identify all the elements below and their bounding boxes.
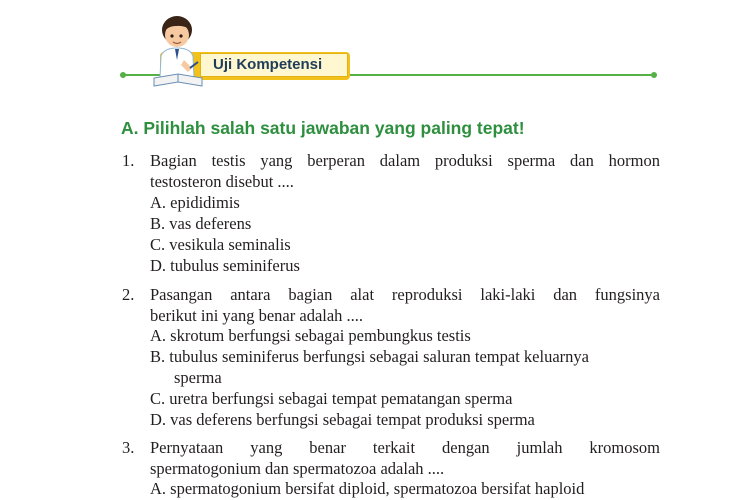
question-text-line: Pasangan antara bagian alat reproduksi laki-laki dan fungsinya <box>150 285 660 304</box>
option-b: B. tubulus seminiferus berfungsi sebagai saluran tempat keluarnya <box>150 347 589 366</box>
question-text-line: Bagian testis yang berperan dalam produksi sperma dan hormon <box>150 151 660 170</box>
option-a: A. skrotum berfungsi sebagai pembungkus testis <box>150 326 471 345</box>
option-b-continuation: sperma <box>174 368 222 387</box>
header-rule-left-dot <box>120 72 126 78</box>
option-d: D. tubulus seminiferus <box>150 256 300 275</box>
question-number: 3. <box>122 438 135 457</box>
option-a: A. epididimis <box>150 193 240 212</box>
option-a: A. spermatogonium bersifat diploid, spermatozoa bersifat haploid <box>150 479 585 498</box>
question-text-line: spermatogonium dan spermatozoa adalah .... <box>150 459 445 478</box>
student-reading-icon <box>148 8 208 90</box>
option-c: C. vesikula seminalis <box>150 235 291 254</box>
question-text-line: testosteron disebut .... <box>150 172 294 191</box>
question-text-line: Pernyataan yang benar terkait dengan jumlah kromosom <box>150 438 660 457</box>
section-title: A. Pilihlah salah satu jawaban yang paling tepat! <box>121 118 525 138</box>
question-text-line: berikut ini yang benar adalah .... <box>150 306 364 325</box>
option-c: C. uretra berfungsi sebagai tempat pematangan sperma <box>150 389 513 408</box>
header-rule-right-dot <box>651 72 657 78</box>
header-title: Uji Kompetensi <box>200 53 348 77</box>
option-d: D. vas deferens berfungsi sebagai tempat produksi sperma <box>150 410 535 429</box>
option-b: B. vas deferens <box>150 214 252 233</box>
question-number: 2. <box>122 285 135 304</box>
question-number: 1. <box>122 151 135 170</box>
